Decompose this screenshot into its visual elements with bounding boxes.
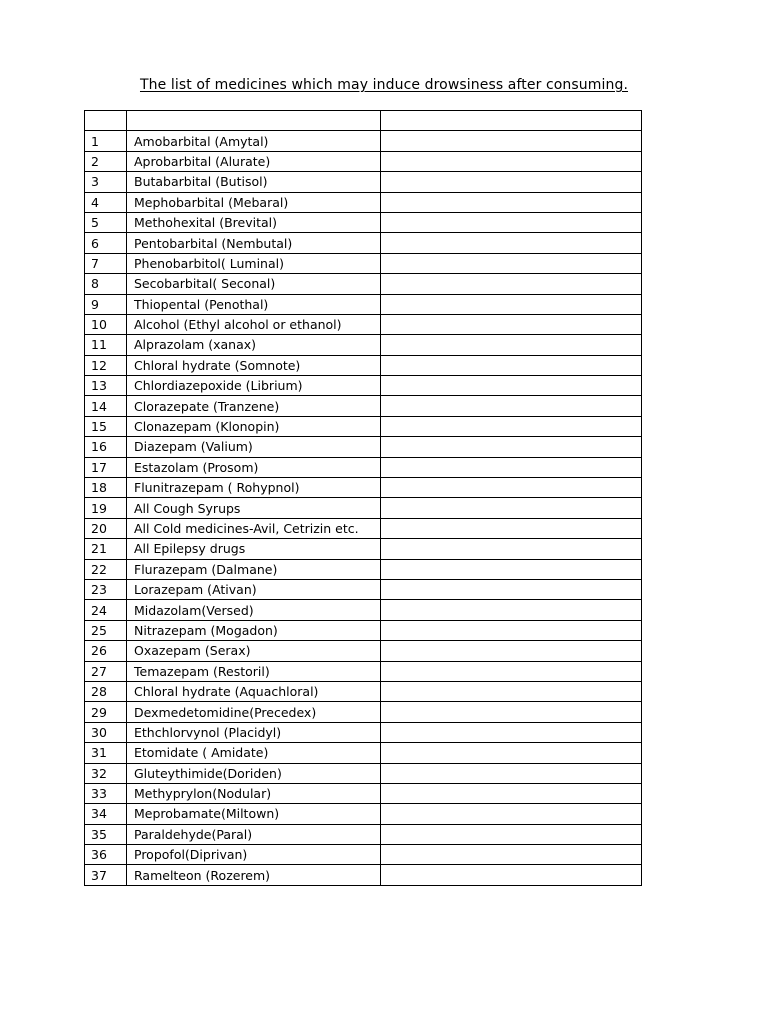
empty-cell [381,457,642,477]
table-row [85,743,642,763]
row-number: 26 [85,641,127,661]
row-number: 14 [85,396,127,416]
row-number: 6 [85,233,127,253]
empty-cell [381,151,642,171]
row-number: 35 [85,824,127,844]
table-row [85,783,642,803]
table-row [85,763,642,783]
row-number: 21 [85,539,127,559]
table-row [85,702,642,722]
empty-cell [381,274,642,294]
row-number: 32 [85,763,127,783]
medicine-name: Chloral hydrate (Somnote) [127,355,381,375]
medicine-name: Pentobarbital (Nembutal) [127,233,381,253]
table-row [85,865,642,885]
row-number: 22 [85,559,127,579]
empty-cell [381,702,642,722]
medicine-name: Lorazepam (Ativan) [127,579,381,599]
table-row [85,457,642,477]
document-title: The list of medicines which may induce drowsiness after consuming. [139,77,629,93]
table-row [85,355,642,375]
table-row [85,294,642,314]
row-number: 19 [85,498,127,518]
table-row [85,579,642,599]
empty-cell [381,416,642,436]
row-number: 20 [85,518,127,538]
row-number: 7 [85,253,127,273]
table-row [85,661,642,681]
table-row [85,212,642,232]
medicine-name: Methyprylon(Nodular) [127,783,381,803]
row-number: 29 [85,702,127,722]
table-row [85,416,642,436]
table-row [85,559,642,579]
medicine-name: Paraldehyde(Paral) [127,824,381,844]
empty-cell [381,824,642,844]
empty-cell [381,376,642,396]
table-row [85,539,642,559]
empty-cell [381,498,642,518]
table-row [85,192,642,212]
header-cell-number [85,111,127,131]
medicine-name: Oxazepam (Serax) [127,641,381,661]
row-number: 11 [85,335,127,355]
table-row [85,641,642,661]
table-row [85,804,642,824]
table-row [85,172,642,192]
medicine-name: All Epilepsy drugs [127,539,381,559]
row-number: 33 [85,783,127,803]
medicine-table [84,110,642,886]
row-number: 8 [85,274,127,294]
header-cell-extra [381,111,642,131]
empty-cell [381,437,642,457]
medicine-name: Butabarbital (Butisol) [127,172,381,192]
empty-cell [381,518,642,538]
row-number: 2 [85,151,127,171]
table-row [85,233,642,253]
medicine-name: Gluteythimide(Doriden) [127,763,381,783]
empty-cell [381,355,642,375]
medicine-name: Meprobamate(Miltown) [127,804,381,824]
table-row [85,437,642,457]
row-number: 30 [85,722,127,742]
medicine-name: Clonazepam (Klonopin) [127,416,381,436]
row-number: 3 [85,172,127,192]
empty-cell [381,661,642,681]
medicine-name: All Cough Syrups [127,498,381,518]
table-row [85,131,642,151]
row-number: 13 [85,376,127,396]
row-number: 18 [85,478,127,498]
row-number: 27 [85,661,127,681]
table-row [85,498,642,518]
table-row [85,376,642,396]
row-number: 15 [85,416,127,436]
medicine-name: Nitrazepam (Mogadon) [127,620,381,640]
medicine-name: Alcohol (Ethyl alcohol or ethanol) [127,314,381,334]
row-number: 34 [85,804,127,824]
empty-cell [381,783,642,803]
empty-cell [381,253,642,273]
medicine-name: Chloral hydrate (Aquachloral) [127,681,381,701]
row-number: 28 [85,681,127,701]
medicine-name: Phenobarbitol( Luminal) [127,253,381,273]
table-row [85,722,642,742]
table-row [85,824,642,844]
empty-cell [381,233,642,253]
empty-cell [381,865,642,885]
empty-cell [381,396,642,416]
row-number: 1 [85,131,127,151]
row-number: 4 [85,192,127,212]
medicine-name: Dexmedetomidine(Precedex) [127,702,381,722]
medicine-name: Etomidate ( Amidate) [127,743,381,763]
row-number: 16 [85,437,127,457]
medicine-name: Secobarbital( Seconal) [127,274,381,294]
row-number: 17 [85,457,127,477]
medicine-name: Flunitrazepam ( Rohypnol) [127,478,381,498]
empty-cell [381,294,642,314]
row-number: 24 [85,600,127,620]
empty-cell [381,131,642,151]
medicine-name: Clorazepate (Tranzene) [127,396,381,416]
medicine-name: Chlordiazepoxide (Librium) [127,376,381,396]
empty-cell [381,763,642,783]
empty-cell [381,335,642,355]
empty-cell [381,192,642,212]
row-number: 10 [85,314,127,334]
table-header-row [85,111,642,131]
empty-cell [381,620,642,640]
table-row [85,396,642,416]
table-row [85,845,642,865]
medicine-name: Ramelteon (Rozerem) [127,865,381,885]
table-row [85,681,642,701]
medicine-name: Estazolam (Prosom) [127,457,381,477]
header-cell-medicine [127,111,381,131]
empty-cell [381,212,642,232]
empty-cell [381,681,642,701]
table-row [85,620,642,640]
table-row [85,253,642,273]
empty-cell [381,845,642,865]
medicine-name: Flurazepam (Dalmane) [127,559,381,579]
empty-cell [381,539,642,559]
row-number: 5 [85,212,127,232]
empty-cell [381,172,642,192]
row-number: 23 [85,579,127,599]
empty-cell [381,743,642,763]
empty-cell [381,722,642,742]
table-row [85,600,642,620]
row-number: 36 [85,845,127,865]
table-row [85,274,642,294]
table-row [85,478,642,498]
row-number: 37 [85,865,127,885]
medicine-name: All Cold medicines-Avil, Cetrizin etc. [127,518,381,538]
row-number: 12 [85,355,127,375]
medicine-name: Midazolam(Versed) [127,600,381,620]
medicine-name: Amobarbital (Amytal) [127,131,381,151]
empty-cell [381,579,642,599]
medicine-name: Alprazolam (xanax) [127,335,381,355]
medicine-name: Diazepam (Valium) [127,437,381,457]
medicine-name: Ethchlorvynol (Placidyl) [127,722,381,742]
empty-cell [381,641,642,661]
medicine-name: Propofol(Diprivan) [127,845,381,865]
table-row [85,518,642,538]
table-row [85,314,642,334]
empty-cell [381,478,642,498]
medicine-name: Thiopental (Penothal) [127,294,381,314]
row-number: 31 [85,743,127,763]
medicine-name: Aprobarbital (Alurate) [127,151,381,171]
medicine-table-body [85,111,642,886]
medicine-name: Mephobarbital (Mebaral) [127,192,381,212]
empty-cell [381,559,642,579]
empty-cell [381,600,642,620]
medicine-name: Temazepam (Restoril) [127,661,381,681]
medicine-name: Methohexital (Brevital) [127,212,381,232]
table-row [85,151,642,171]
table-row [85,335,642,355]
row-number: 9 [85,294,127,314]
row-number: 25 [85,620,127,640]
empty-cell [381,314,642,334]
empty-cell [381,804,642,824]
